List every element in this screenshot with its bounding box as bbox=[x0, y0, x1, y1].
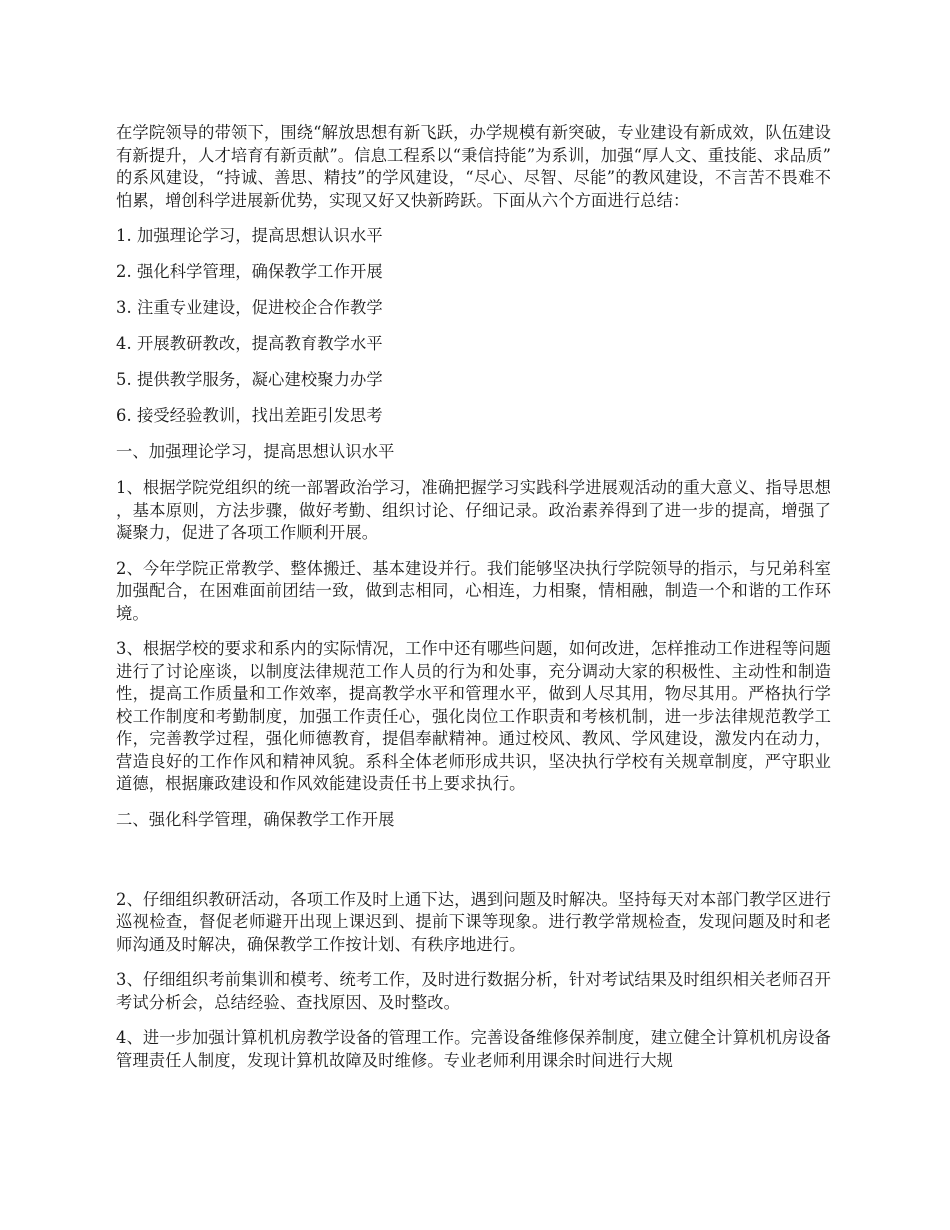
outline-item-5: 5. 提供教学服务，凝心建校聚力办学 bbox=[116, 370, 383, 389]
outline-item-2: 2. 强化科学管理，确保教学工作开展 bbox=[116, 262, 383, 281]
blank-gap bbox=[116, 845, 831, 889]
intro-paragraph: 在学院领导的带领下，围绕“解放思想有新飞跃，办学规模有新突破，专业建设有新成效，队伍建设有新提升，人才培育有新贡献”。信息工程系以“秉信持能”为系训，加强“厚人文、重技能、求品质”的系风建设，“持诚、善思、精技”的学风建设，“尽心、尽智、尽能”的教风建设，不言苦不畏难不怕累，增创科学进展新优势，实现又好又快新跨跃。下面从六个方面进行总结： bbox=[116, 123, 831, 210]
document-page bbox=[116, 122, 831, 1085]
section-2-paragraph-3: 3、仔细组织考前集训和模考、统考工作，及时进行数据分析，针对考试结果及时组织相关老师召开考试分析会，总结经验、查找原因、及时整改。 bbox=[116, 970, 831, 1012]
section-1-heading: 一、加强理论学习，提高思想认识水平 bbox=[116, 442, 395, 461]
outline-item-4: 4. 开展教研教改，提高教育教学水平 bbox=[116, 334, 383, 353]
section-2-paragraph-2: 2、仔细组织教研活动，各项工作及时上通下达，遇到问题及时解决。坚持每天对本部门教学区进行巡视检查，督促老师避开出现上课迟到、提前下课等现象。进行教学常规检查，发现问题及时和老师沟通及时解决，确保教学工作按计划、有秩序地进行。 bbox=[116, 889, 831, 954]
outline-item-3: 3. 注重专业建设，促进校企合作教学 bbox=[116, 298, 383, 317]
section-1-paragraph-3: 3、根据学校的要求和系内的实际情况，工作中还有哪些问题，如何改进，怎样推动工作进程等问题进行了讨论座谈，以制度法律规范工作人员的行为和处事，充分调动大家的积极性、主动性和制造性，提高工作质量和工作效率，提高教学水平和管理水平，做到人尽其用，物尽其用。严格执行学校工作制度和考勤制度，加强工作责任心，强化岗位工作职责和考核机制，进一步法律规范教学工作，完善教学过程，强化师德教育，提倡奉献精神。通过校风、教风、学风建设，激发内在动力，营造良好的工作作风和精神风貌。系科全体老师形成共识，坚决执行学校有关规章制度，严守职业道德，根据廉政建设和作风效能建设责任书上要求执行。 bbox=[116, 639, 831, 793]
section-2-paragraph-4: 4、进一步加强计算机机房教学设备的管理工作。完善设备维修保养制度，建立健全计算机机房设备管理责任人制度，发现计算机故障及时维修。专业老师利用课余时间进行大规 bbox=[116, 1028, 831, 1070]
section-2-heading: 二、强化科学管理，确保教学工作开展 bbox=[116, 809, 395, 829]
outline-item-1: 1. 加强理论学习，提高思想认识水平 bbox=[116, 226, 383, 245]
outline-list bbox=[116, 225, 831, 428]
outline-item-6: 6. 接受经验教训，找出差距引发思考 bbox=[116, 406, 383, 425]
section-1-paragraph-2: 2、今年学院正常教学、整体搬迁、基本建设并行。我们能够坚决执行学院领导的指示，与兄弟科室加强配合，在困难面前团结一致，做到志相同，心相连，力相聚，情相融，制造一个和谐的工作环境。 bbox=[116, 558, 831, 623]
section-1-paragraph-1: 1、根据学院党组织的统一部署政治学习，准确把握学习实践科学进展观活动的重大意义、指导思想，基本原则，方法步骤，做好考勤、组织讨论、仔细记录。政治素养得到了进一步的提高，增强了凝聚力，促进了各项工作顺利开展。 bbox=[116, 478, 831, 542]
